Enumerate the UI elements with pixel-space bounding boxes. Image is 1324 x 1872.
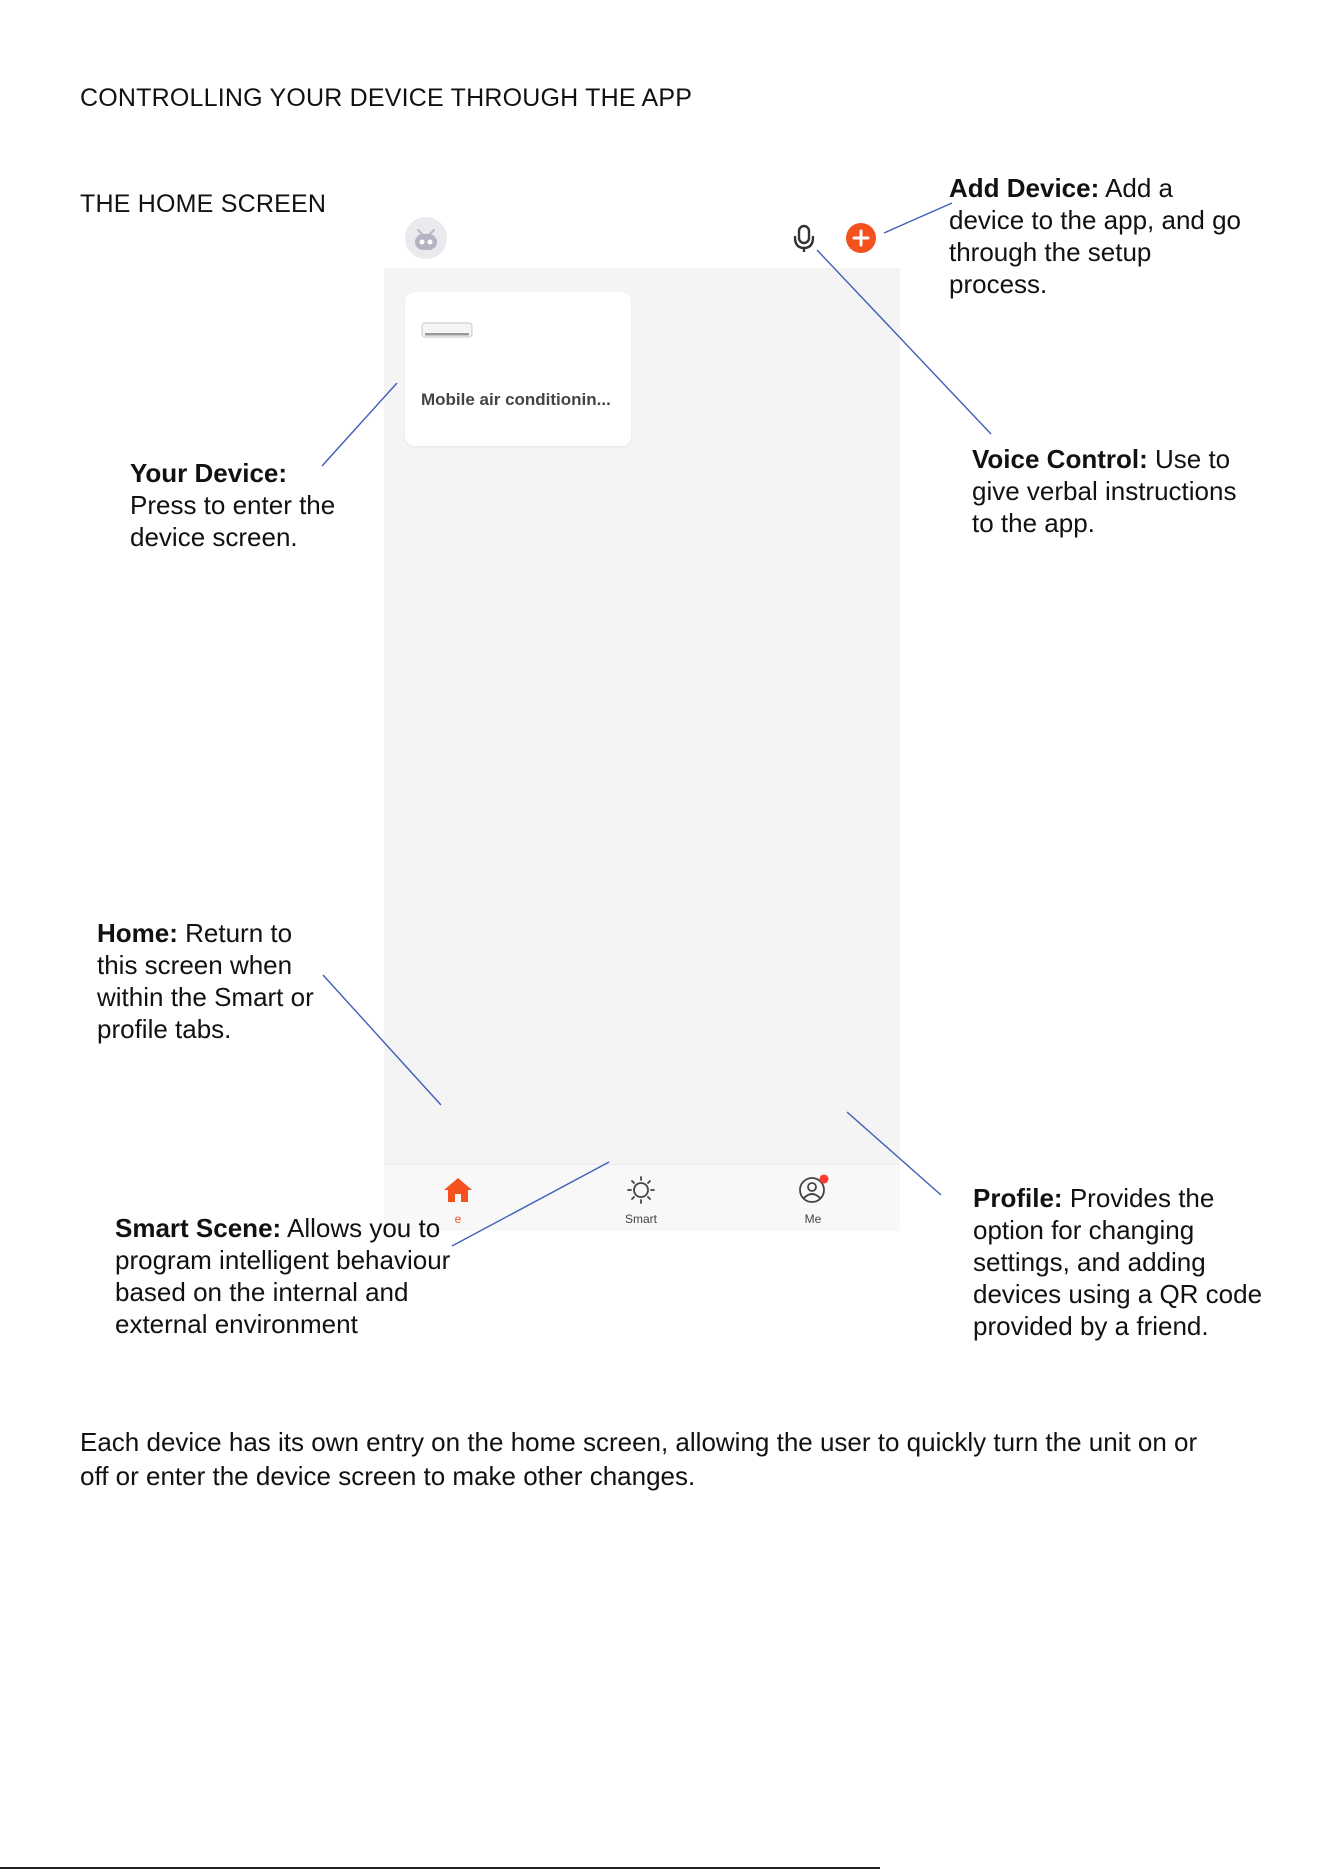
section-heading: THE HOME SCREEN xyxy=(80,190,327,218)
nav-home-label: e xyxy=(454,1212,462,1226)
callout-smart-scene: Smart Scene: Allows you to program intelligent behaviour based on the internal and external environment xyxy=(115,1213,451,1339)
callout-add-device: Add Device: Add a device to the app, and go through the setup process. xyxy=(949,173,1242,299)
page-heading: CONTROLLING YOUR DEVICE THROUGH THE APP xyxy=(80,84,693,112)
callout-profile: Profile: Provides the option for changing settings, and adding devices using a QR code provided by a friend. xyxy=(973,1183,1263,1341)
callout-home: Home: Return to this screen when within the Smart or profile tabs. xyxy=(97,918,314,1044)
nav-smart-label: Smart xyxy=(624,1212,657,1226)
bottom-rule xyxy=(0,1867,880,1869)
callout-voice-control: Voice Control: Use to give verbal instructions to the app. xyxy=(972,444,1237,538)
device-card-label: Mobile air conditionin... xyxy=(421,390,611,409)
body-paragraph: Each device has its own entry on the home screen, allowing the user to quickly turn the unit on or off or enter the device screen to make other changes. xyxy=(80,1427,1198,1491)
callout-your-device: Your Device: Press to enter the device screen. xyxy=(130,458,336,552)
nav-me-label: Me xyxy=(804,1212,822,1226)
